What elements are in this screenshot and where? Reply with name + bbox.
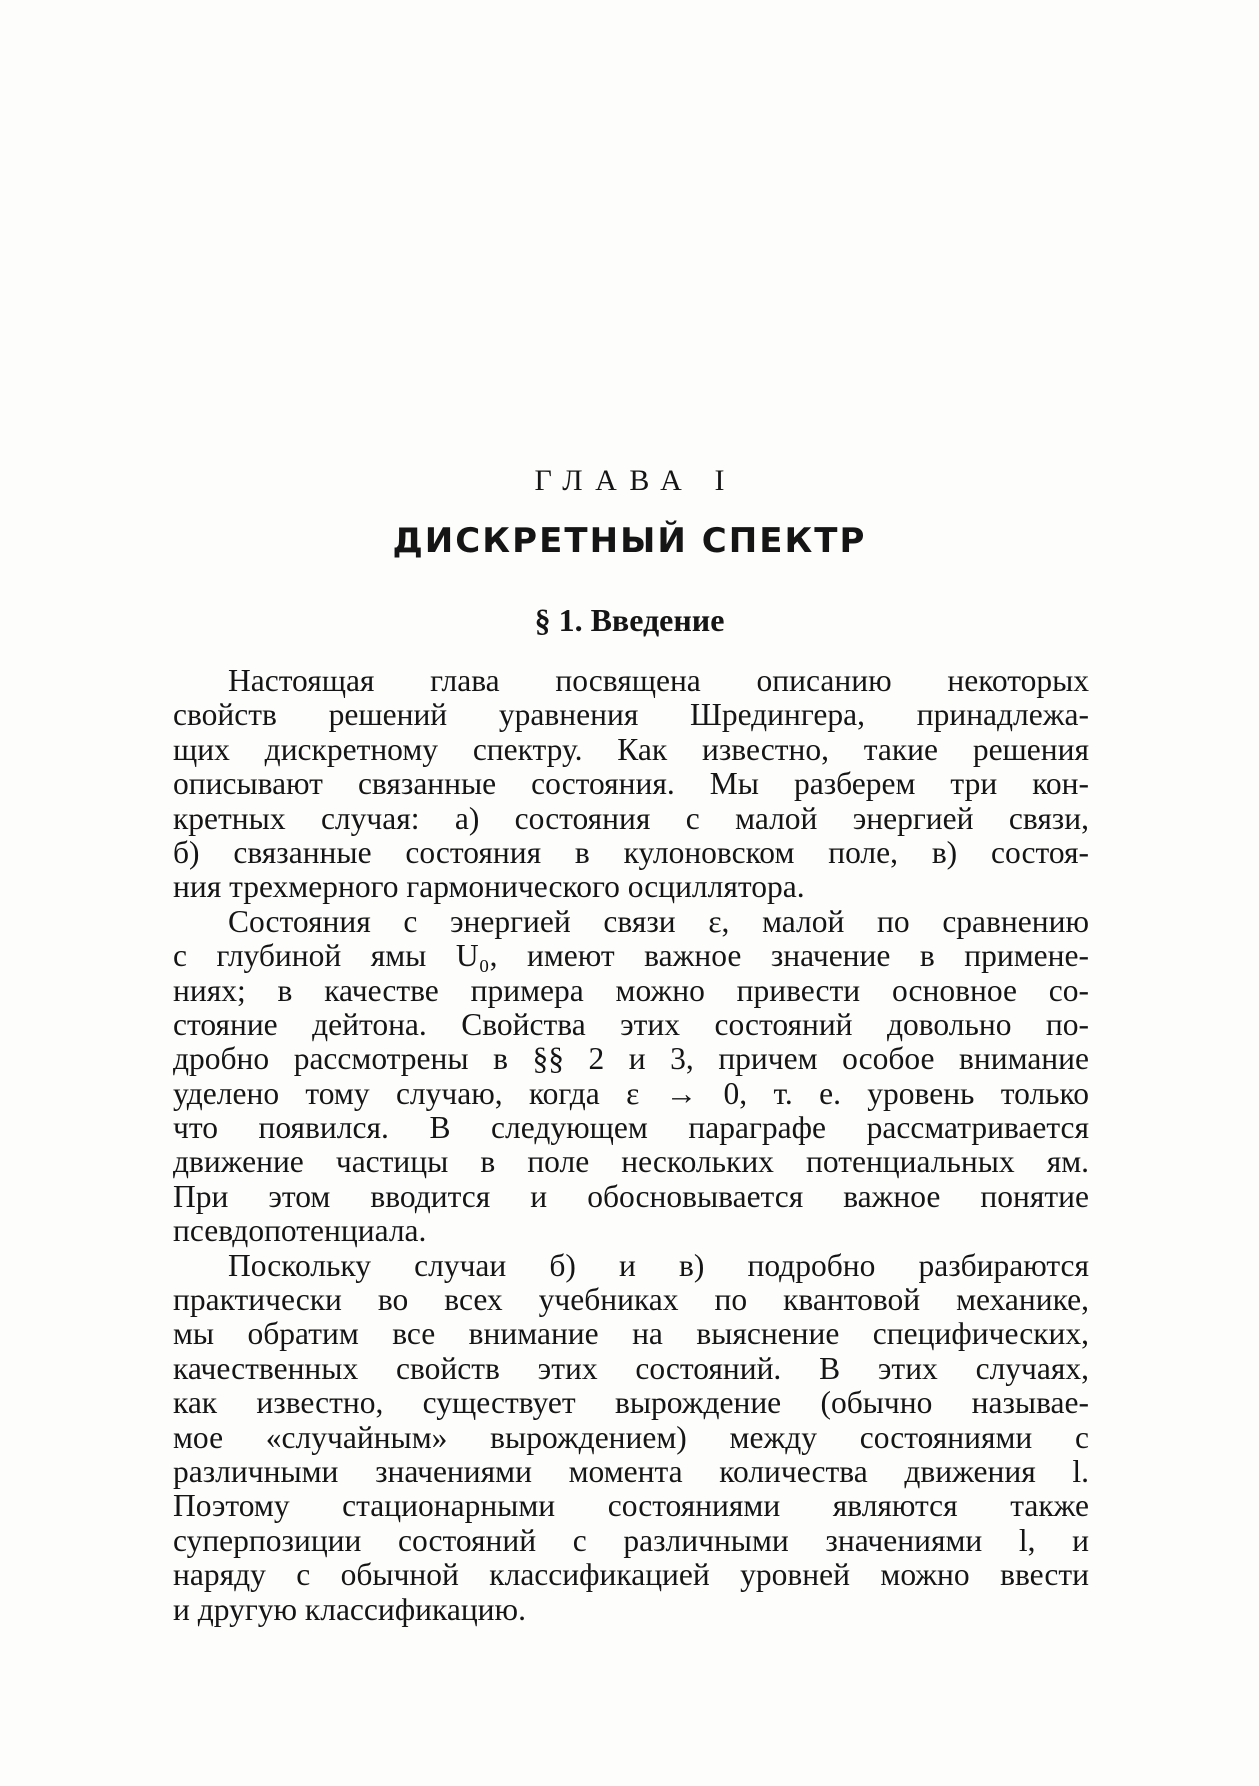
text-line: что появился. В следующем параграфе рассматривается <box>173 1110 1089 1146</box>
text-line: дробно рассмотрены в §§ 2 и 3, причем особое внимание <box>173 1041 1089 1077</box>
text-line: различными значениями момента количества движения l. <box>173 1453 1089 1489</box>
text-line: Поэтому стационарными состояниями являются также <box>173 1488 1089 1524</box>
text-line: наряду с обычной классификацией уровней можно ввести <box>173 1557 1089 1593</box>
text-line: мы обратим все внимание на выяснение специфических, <box>173 1316 1089 1352</box>
text-line: ниях; в качестве примера можно привести основное со- <box>173 972 1089 1008</box>
text-line: Настоящая глава посвящена описанию некоторых <box>228 663 1089 698</box>
text-line: движение частицы в поле нескольких потенциальных ям. <box>173 1144 1089 1180</box>
text-line: описывают связанные состояния. Мы разберем три кон- <box>173 766 1089 802</box>
body-text <box>173 664 1089 1627</box>
text-line: При этом вводится и обосновывается важное понятие <box>173 1178 1089 1214</box>
text-line: практически во всех учебниках по квантовой механике, <box>173 1282 1089 1318</box>
text-line: уделено тому случаю, когда ε → 0, т. е. уровень только <box>173 1075 1089 1111</box>
text-line: суперпозиции состояний с различными значениями l, и <box>173 1522 1089 1558</box>
section-title: § 1. Введение <box>534 602 725 638</box>
text-line: ния трехмерного гармонического осциллятора. <box>173 869 805 905</box>
text-line: с глубиной ямы U₀, имеют важное значение в примене- <box>173 938 1089 974</box>
chapter-title: ДИСКРЕТНЫЙ СПЕКТР <box>392 521 867 561</box>
text-line: кретных случая: а) состояния с малой энергией связи, <box>173 800 1089 836</box>
chapter-label: ГЛАВА I <box>534 464 738 497</box>
text-line: мое «случайным» вырождением) между состояниями с <box>173 1419 1089 1455</box>
text-line: Поскольку случаи б) и в) подробно разбираются <box>228 1247 1089 1283</box>
text-line: и другую классификацию. <box>173 1591 526 1627</box>
text-line: б) связанные состояния в кулоновском поле, в) состоя- <box>173 834 1089 870</box>
text-line: стояние дейтона. Свойства этих состояний довольно по- <box>173 1006 1089 1042</box>
text-line: псевдопотенциала. <box>173 1213 427 1249</box>
text-line: качественных свойств этих состояний. В этих случаях, <box>173 1350 1089 1386</box>
text-line: щих дискретному спектру. Как известно, такие решения <box>173 731 1089 767</box>
text-line: свойств решений уравнения Шредингера, принадлежа- <box>173 697 1089 733</box>
text-line: как известно, существует вырождение (обычно называе- <box>173 1385 1089 1421</box>
text-line: Состояния с энергией связи ε, малой по сравнению <box>228 903 1089 939</box>
